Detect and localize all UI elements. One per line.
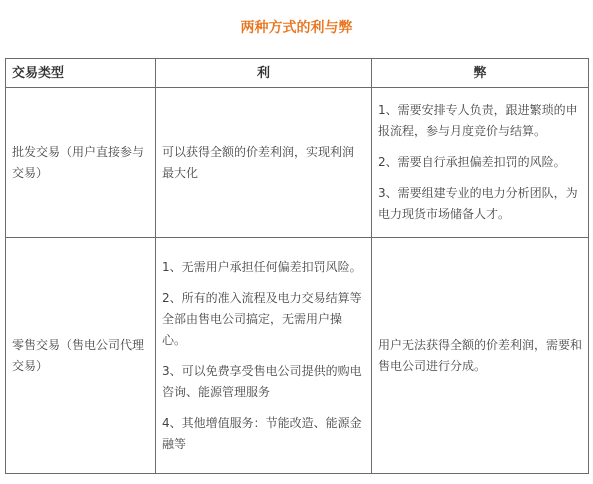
cell-pros	[156, 238, 372, 474]
header-trade-type: 交易类型	[6, 59, 156, 88]
pros-item: 4、其他增值服务：节能改造、能源金融等	[162, 415, 362, 451]
trade-type-text: 零售交易（售电公司代理交易）	[12, 337, 145, 373]
table-header-row	[6, 59, 589, 88]
trade-type-text: 批发交易（用户直接参与交易）	[12, 144, 145, 180]
pros-item: 3、可以免费享受售电公司提供的购电咨询、能源管理服务	[162, 363, 362, 399]
table-row	[6, 238, 589, 474]
cell-pros	[156, 88, 372, 238]
page-title: 两种方式的利与弊	[240, 20, 353, 36]
cell-cons	[372, 238, 589, 474]
cons-item: 用户无法获得全额的价差利润，需要和售电公司进行分成。	[378, 337, 583, 373]
header-cons: 弊	[372, 59, 589, 88]
cell-cons	[372, 88, 589, 238]
cons-item: 1、需要安排专人负责，跟进繁琐的申报流程，参与月度竞价与结算。	[378, 103, 578, 138]
cons-item: 2、需要自行承担偏差扣罚的风险。	[378, 155, 566, 169]
cons-item: 3、需要组建专业的电力分析团队，为电力现货市场储备人才。	[378, 186, 578, 221]
comparison-table	[5, 58, 589, 474]
pros-item: 2、所有的准入流程及电力交易结算等全部由售电公司搞定，无需用户操心。	[162, 290, 362, 347]
table-row	[6, 88, 589, 238]
cell-trade-type	[6, 238, 156, 474]
cell-trade-type	[6, 88, 156, 238]
pros-item: 可以获得全额的价差利润，实现利润最大化	[162, 144, 355, 180]
pros-item: 1、无需用户承担任何偏差扣罚风险。	[162, 259, 362, 274]
header-pros: 利	[156, 59, 372, 88]
